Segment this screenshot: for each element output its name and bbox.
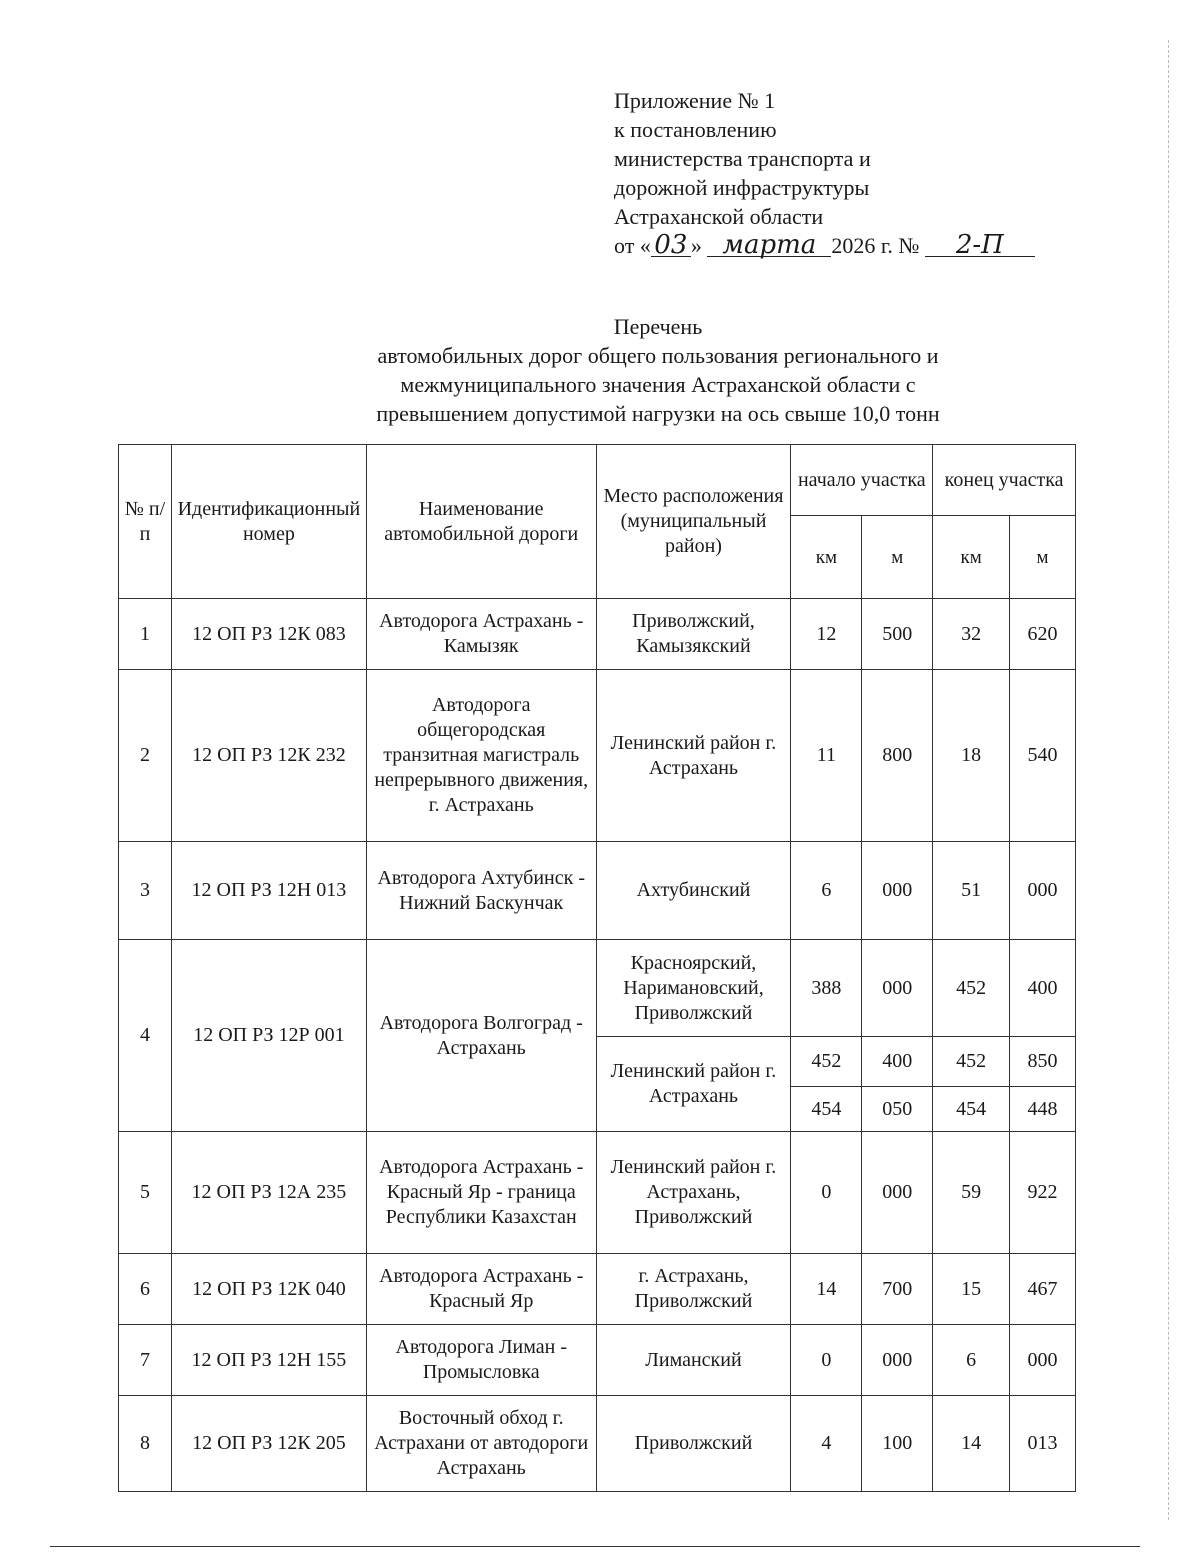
cell-num: 2 [119, 670, 172, 842]
cell-id: 12 ОП РЗ 12Н 013 [171, 842, 366, 940]
cell-start-m: 000 [862, 842, 933, 940]
cell-start-m: 000 [862, 940, 933, 1037]
cell-num: 5 [119, 1132, 172, 1254]
cell-id: 12 ОП РЗ 12К 083 [171, 599, 366, 670]
cell-location: г. Астрахань, Приволжский [596, 1254, 791, 1325]
cell-id: 12 ОП РЗ 12К 040 [171, 1254, 366, 1325]
table-row [119, 1132, 1076, 1254]
cell-end-km: 452 [933, 940, 1010, 1037]
cell-start-m: 500 [862, 599, 933, 670]
page-bottom-rule [50, 1546, 1140, 1547]
cell-start-km: 0 [791, 1132, 862, 1254]
cell-start-m: 000 [862, 1132, 933, 1254]
cell-start-km: 6 [791, 842, 862, 940]
handwritten-month: марта [707, 234, 831, 257]
table-header-row [119, 445, 1076, 516]
cell-end-m: 000 [1010, 1325, 1076, 1396]
title-line: Перечень [613, 314, 703, 339]
date-prefix: от « [614, 233, 651, 258]
cell-location: Приволжский [596, 1396, 791, 1492]
appendix-line: к постановлению [614, 117, 777, 142]
title-line: превышением допустимой нагрузки на ось свыше 10,0 тонн [376, 401, 940, 426]
cell-location: Ахтубинский [596, 842, 791, 940]
header-start: начало участка [791, 445, 933, 516]
table-row [119, 599, 1076, 670]
cell-start-km: 0 [791, 1325, 862, 1396]
table-row [119, 1325, 1076, 1396]
cell-name: Автодорога Волгоград - Астрахань [366, 940, 596, 1132]
appendix-line: Приложение № 1 [614, 88, 776, 113]
cell-start-m: 100 [862, 1396, 933, 1492]
cell-num: 1 [119, 599, 172, 670]
cell-start-km: 14 [791, 1254, 862, 1325]
header-num: № п/п [119, 445, 172, 599]
header-start-m: м [862, 516, 933, 599]
cell-id: 12 ОП РЗ 12К 232 [171, 670, 366, 842]
cell-id: 12 ОП РЗ 12К 205 [171, 1396, 366, 1492]
cell-name: Восточный обход г. Астрахани от автодороги Астрахань [366, 1396, 596, 1492]
cell-start-km: 388 [791, 940, 862, 1037]
cell-start-m: 050 [862, 1087, 933, 1132]
header-location: Место расположения (муниципальный район) [596, 445, 791, 599]
cell-name: Автодорога общегородская транзитная магистраль непрерывного движения, г. Астрахань [366, 670, 596, 842]
appendix-date-line [614, 231, 1035, 260]
title-line: автомобильных дорог общего пользования регионального и [377, 343, 939, 368]
cell-end-m: 467 [1010, 1254, 1076, 1325]
cell-id: 12 ОП РЗ 12Р 001 [171, 940, 366, 1132]
header-id: Идентификационный номер [171, 445, 366, 599]
cell-end-km: 59 [933, 1132, 1010, 1254]
cell-id: 12 ОП РЗ 12Н 155 [171, 1325, 366, 1396]
cell-name: Автодорога Астрахань - Камызяк [366, 599, 596, 670]
cell-num: 6 [119, 1254, 172, 1325]
appendix-line: Астраханской области [614, 204, 824, 229]
cell-start-km: 12 [791, 599, 862, 670]
cell-start-km: 452 [791, 1037, 862, 1087]
cell-end-m: 850 [1010, 1037, 1076, 1087]
cell-end-km: 32 [933, 599, 1010, 670]
cell-location: Приволжский, Камызякский [596, 599, 791, 670]
cell-end-m: 620 [1010, 599, 1076, 670]
cell-location: Ленинский район г. Астрахань [596, 1037, 791, 1132]
cell-location: Ленинский район г. Астрахань, Приволжский [596, 1132, 791, 1254]
date-year: 2026 г. № [831, 233, 920, 258]
cell-id: 12 ОП РЗ 12А 235 [171, 1132, 366, 1254]
cell-name: Автодорога Ахтубинск - Нижний Баскунчак [366, 842, 596, 940]
cell-start-m: 700 [862, 1254, 933, 1325]
cell-end-km: 6 [933, 1325, 1010, 1396]
cell-end-m: 013 [1010, 1396, 1076, 1492]
title-line: межмуниципального значения Астраханской области с [400, 372, 916, 397]
cell-num: 3 [119, 842, 172, 940]
cell-start-m: 000 [862, 1325, 933, 1396]
header-end-m: м [1010, 516, 1076, 599]
cell-location: Красноярский, Наримановский, Приволжский [596, 940, 791, 1037]
table-row [119, 1254, 1076, 1325]
cell-end-m: 448 [1010, 1087, 1076, 1132]
cell-start-m: 400 [862, 1037, 933, 1087]
page-edge-mark [1168, 40, 1169, 1520]
cell-location: Лиманский [596, 1325, 791, 1396]
document-title [318, 312, 998, 428]
cell-num: 7 [119, 1325, 172, 1396]
cell-end-km: 51 [933, 842, 1010, 940]
cell-end-m: 000 [1010, 842, 1076, 940]
cell-end-km: 15 [933, 1254, 1010, 1325]
cell-start-km: 454 [791, 1087, 862, 1132]
cell-end-km: 454 [933, 1087, 1010, 1132]
roads-table [118, 444, 1076, 1492]
cell-end-m: 922 [1010, 1132, 1076, 1254]
appendix-line: дорожной инфраструктуры [614, 175, 870, 200]
header-end: конец участка [933, 445, 1076, 516]
cell-end-km: 18 [933, 670, 1010, 842]
cell-location: Ленинский район г. Астрахань [596, 670, 791, 842]
table-row [119, 670, 1076, 842]
cell-start-m: 800 [862, 670, 933, 842]
cell-end-km: 452 [933, 1037, 1010, 1087]
appendix-header [614, 86, 1035, 260]
handwritten-doc-number: 2-П [925, 234, 1035, 257]
cell-name: Автодорога Лиман - Промысловка [366, 1325, 596, 1396]
handwritten-day: 03 [651, 234, 691, 257]
cell-start-km: 4 [791, 1396, 862, 1492]
cell-start-km: 11 [791, 670, 862, 842]
header-end-km: км [933, 516, 1010, 599]
table-row [119, 1396, 1076, 1492]
table-row [119, 940, 1076, 1037]
cell-name: Автодорога Астрахань - Красный Яр - граница Республики Казахстан [366, 1132, 596, 1254]
appendix-line: министерства транспорта и [614, 146, 871, 171]
cell-num: 8 [119, 1396, 172, 1492]
date-mid: » [690, 233, 702, 258]
table-row [119, 842, 1076, 940]
header-name: Наименование автомобильной дороги [366, 445, 596, 599]
header-start-km: км [791, 516, 862, 599]
cell-end-km: 14 [933, 1396, 1010, 1492]
cell-num: 4 [119, 940, 172, 1132]
cell-end-m: 540 [1010, 670, 1076, 842]
cell-end-m: 400 [1010, 940, 1076, 1037]
cell-name: Автодорога Астрахань - Красный Яр [366, 1254, 596, 1325]
